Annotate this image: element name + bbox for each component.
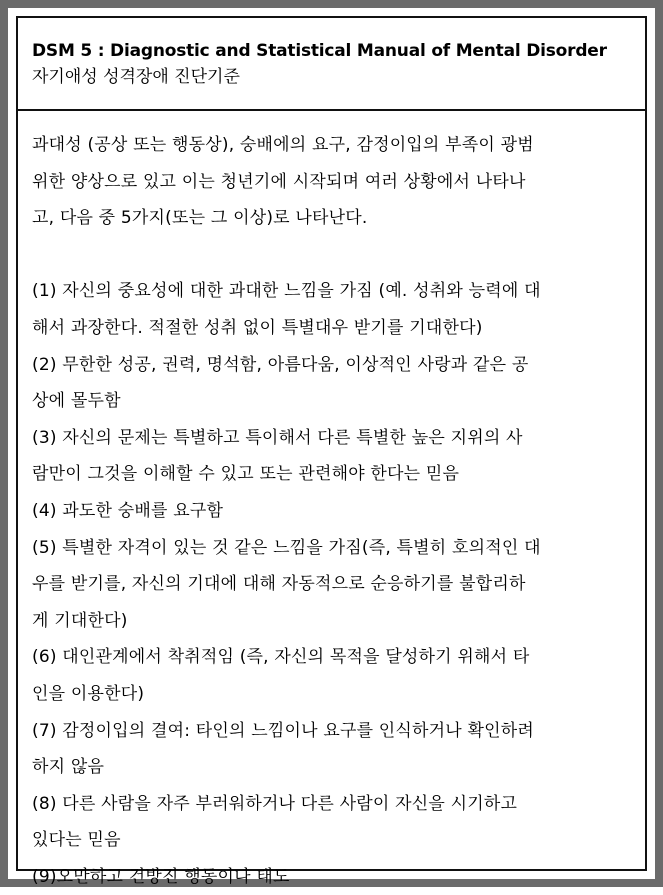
intro-line: 고, 다음 중 5가지(또는 그 이상)로 나타난다. (32, 208, 368, 229)
criterion-line: 해서 과장한다. 적절한 성취 없이 특별대우 받기를 기대한다) (32, 317, 483, 338)
criterion-line: (4) 과도한 숭배를 요구함 (32, 500, 224, 521)
criterion-line: (9)오만하고 건방진 행동이나 태도 (32, 866, 290, 887)
criterion-line: 하지 않음 (32, 757, 105, 778)
criterion-line: (2) 무한한 성공, 권력, 명석함, 아름다움, 이상적인 사랑과 같은 공 (32, 354, 529, 375)
criterion-line: 우를 받기를, 자신의 기대에 대해 자동적으로 순응하기를 불합리하 (32, 574, 526, 595)
criterion-line: 상에 몰두함 (32, 391, 121, 412)
document-subtitle: 자기애성 성격장애 진단기준 (32, 67, 240, 87)
criterion-line: 인을 이용한다) (32, 683, 145, 704)
criterion-line: 람만이 그것을 이해할 수 있고 또는 관련해야 한다는 믿음 (32, 464, 460, 485)
criterion-line: (7) 감정이입의 결여: 타인의 느낌이나 요구를 인식하거나 확인하려 (32, 720, 535, 741)
paragraph-gap (32, 237, 633, 274)
criterion-line: (5) 특별한 자격이 있는 것 같은 느낌을 가짐(즉, 특별히 호의적인 대 (32, 537, 541, 558)
header-section (18, 18, 645, 111)
document-title: DSM 5 : Diagnostic and Statistical Manual of Mental Disorder (32, 41, 607, 61)
document-box (16, 16, 647, 887)
criterion-line: (1) 자신의 중요성에 대한 과대한 느낌을 가짐 (예. 성취와 능력에 대 (32, 281, 541, 302)
intro-line: 위한 양상으로 있고 이는 청년기에 시작되며 여러 상황에서 나타나 (32, 171, 526, 192)
criterion-line: (6) 대인관계에서 착취적임 (즉, 자신의 목적을 달성하기 위해서 타 (32, 647, 530, 668)
criteria-body (18, 113, 645, 887)
criterion-line: (8) 다른 사람을 자주 부러워하거나 다른 사람이 자신을 시기하고 (32, 793, 518, 814)
criterion-line: 게 기대한다) (32, 610, 128, 631)
criterion-line: (3) 자신의 문제는 특별하고 특이해서 다른 특별한 높은 지위의 사 (32, 427, 523, 448)
criterion-line: 있다는 믿음 (32, 830, 121, 851)
intro-line: 과대성 (공상 또는 행동상), 숭배에의 요구, 감정이입의 부족이 광범 (32, 135, 534, 155)
